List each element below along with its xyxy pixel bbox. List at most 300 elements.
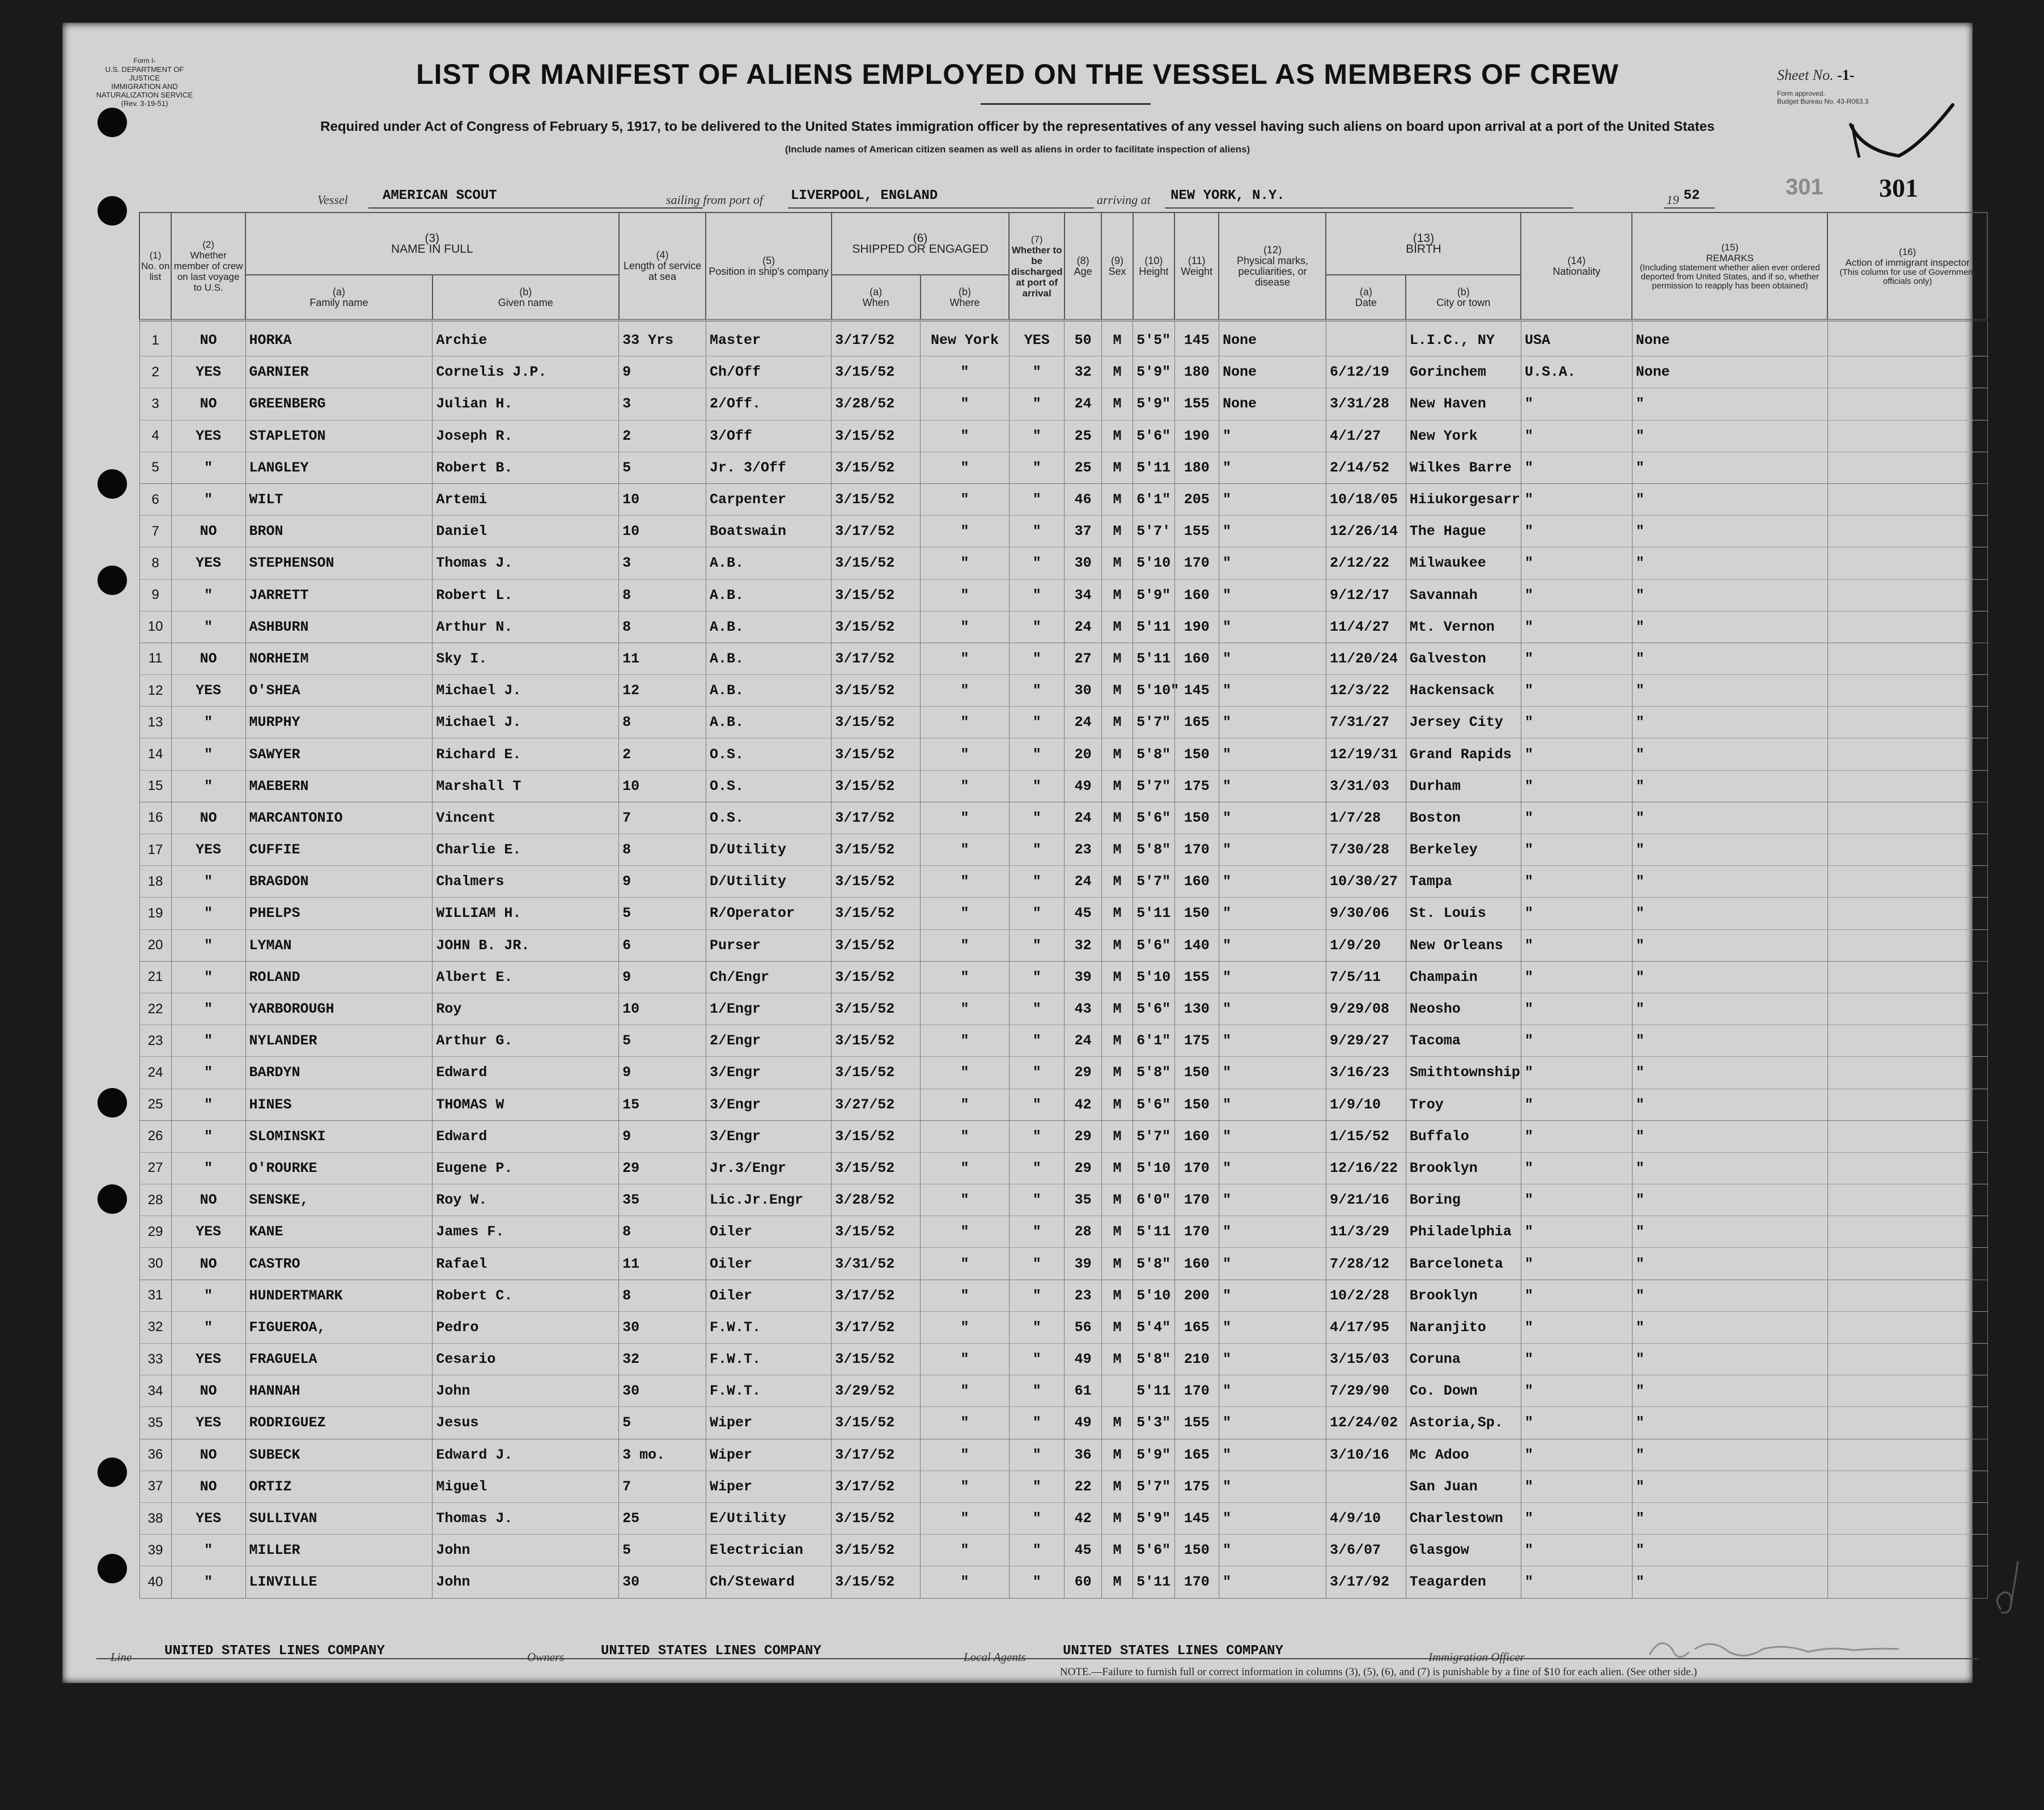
cell-birth-city: San Juan bbox=[1406, 1471, 1521, 1502]
punch-hole bbox=[97, 1088, 127, 1118]
cell-nationality: " bbox=[1521, 1120, 1632, 1152]
cell-given-name: James F. bbox=[432, 1216, 619, 1248]
cell-age: 45 bbox=[1065, 1535, 1101, 1566]
cell-position: D/Utility bbox=[706, 834, 831, 866]
cell-remarks: " bbox=[1632, 834, 1827, 866]
cell-discharged: " bbox=[1009, 929, 1065, 961]
cell-birth-date bbox=[1326, 320, 1406, 356]
cell-height: 5'10 bbox=[1133, 1280, 1174, 1311]
table-row bbox=[139, 356, 1987, 388]
cell-discharged: " bbox=[1009, 898, 1065, 929]
cell-weight: 200 bbox=[1174, 1280, 1219, 1311]
cell-position: Jr.3/Engr bbox=[706, 1152, 831, 1184]
cell-shipped-when: 3/15/52 bbox=[832, 770, 921, 802]
cell-crew-last-voyage: " bbox=[171, 452, 245, 483]
cell-shipped-when: 3/15/52 bbox=[832, 1152, 921, 1184]
line-label: Line bbox=[111, 1650, 132, 1664]
cell-discharged: " bbox=[1009, 1025, 1065, 1057]
table-row bbox=[139, 1120, 1987, 1152]
cell-given-name: Cesario bbox=[432, 1344, 619, 1375]
cell-inspector-action bbox=[1827, 993, 1987, 1025]
cell-birth-date: 4/17/95 bbox=[1326, 1311, 1406, 1343]
cell-age: 49 bbox=[1065, 1344, 1101, 1375]
header-crew-last-voyage: (2) Whether member of crew on last voyage to U.S. bbox=[171, 213, 245, 320]
cell-remarks: " bbox=[1632, 1025, 1827, 1057]
cell-family-name: KANE bbox=[245, 1216, 432, 1248]
cell-birth-date: 9/29/08 bbox=[1326, 993, 1406, 1025]
cell-shipped-when: 3/15/52 bbox=[832, 675, 921, 707]
cell-weight: 160 bbox=[1174, 579, 1219, 611]
cell-height: 5'6" bbox=[1133, 1535, 1174, 1566]
cell-birth-city: Champain bbox=[1406, 961, 1521, 993]
cell-physical-marks: " bbox=[1219, 961, 1326, 993]
cell-shipped-where: " bbox=[921, 388, 1010, 420]
cell-row-number: 37 bbox=[139, 1471, 171, 1502]
sheet-number bbox=[1777, 67, 1854, 84]
cell-family-name: FRAGUELA bbox=[245, 1344, 432, 1375]
table-row bbox=[139, 1057, 1987, 1089]
cell-length-of-service: 8 bbox=[619, 834, 706, 866]
table-row bbox=[139, 579, 1987, 611]
cell-sex: M bbox=[1101, 1025, 1133, 1057]
header-family-name: (a) Family name bbox=[245, 275, 432, 320]
cell-row-number: 5 bbox=[139, 452, 171, 483]
cell-discharged: " bbox=[1009, 738, 1065, 770]
cell-sex: M bbox=[1101, 1152, 1133, 1184]
cell-physical-marks: " bbox=[1219, 770, 1326, 802]
cell-shipped-when: 3/15/52 bbox=[832, 1344, 921, 1375]
cell-position: O.S. bbox=[706, 770, 831, 802]
cell-family-name: ORTIZ bbox=[245, 1471, 432, 1502]
cell-age: 24 bbox=[1065, 707, 1101, 738]
cell-given-name: Michael J. bbox=[432, 707, 619, 738]
cell-shipped-when: 3/15/52 bbox=[832, 579, 921, 611]
cell-nationality: " bbox=[1521, 1502, 1632, 1534]
cell-sex: M bbox=[1101, 320, 1133, 356]
cell-given-name: Julian H. bbox=[432, 388, 619, 420]
cell-nationality: " bbox=[1521, 1152, 1632, 1184]
sailing-label: sailing from port of bbox=[666, 193, 763, 207]
cell-physical-marks: " bbox=[1219, 1407, 1326, 1439]
cell-discharged: " bbox=[1009, 643, 1065, 674]
cell-row-number: 8 bbox=[139, 547, 171, 579]
page-title: LIST OR MANIFEST OF ALIENS EMPLOYED ON THE VESSEL AS MEMBERS OF CREW bbox=[416, 58, 1619, 90]
cell-birth-city: Brooklyn bbox=[1406, 1280, 1521, 1311]
cell-given-name: Arthur N. bbox=[432, 611, 619, 643]
cell-nationality: " bbox=[1521, 961, 1632, 993]
cell-family-name: MARCANTONIO bbox=[245, 802, 432, 834]
cell-row-number: 27 bbox=[139, 1152, 171, 1184]
cell-sex: M bbox=[1101, 1057, 1133, 1089]
cell-remarks: " bbox=[1632, 388, 1827, 420]
cell-length-of-service: 2 bbox=[619, 420, 706, 452]
cell-nationality: " bbox=[1521, 802, 1632, 834]
cell-physical-marks: " bbox=[1219, 993, 1326, 1025]
table-row bbox=[139, 320, 1987, 356]
cell-family-name: SAWYER bbox=[245, 738, 432, 770]
cell-inspector-action bbox=[1827, 1057, 1987, 1089]
cell-row-number: 25 bbox=[139, 1089, 171, 1120]
cell-given-name: JOHN B. JR. bbox=[432, 929, 619, 961]
cell-crew-last-voyage: NO bbox=[171, 516, 245, 547]
cell-length-of-service: 35 bbox=[619, 1184, 706, 1216]
cell-inspector-action bbox=[1827, 1120, 1987, 1152]
cell-height: 5'11 bbox=[1133, 1566, 1174, 1598]
cell-shipped-where: " bbox=[921, 643, 1010, 674]
header-when: (a) When bbox=[832, 275, 921, 320]
cell-birth-date: 1/15/52 bbox=[1326, 1120, 1406, 1152]
cell-age: 28 bbox=[1065, 1216, 1101, 1248]
cell-birth-date: 11/20/24 bbox=[1326, 643, 1406, 674]
cell-physical-marks: " bbox=[1219, 738, 1326, 770]
cell-shipped-where: New York bbox=[921, 320, 1010, 356]
cell-physical-marks: " bbox=[1219, 1216, 1326, 1248]
cell-family-name: O'ROURKE bbox=[245, 1152, 432, 1184]
cell-length-of-service: 9 bbox=[619, 1120, 706, 1152]
cell-weight: 180 bbox=[1174, 356, 1219, 388]
cell-inspector-action bbox=[1827, 320, 1987, 356]
cell-shipped-where: " bbox=[921, 1502, 1010, 1534]
cell-inspector-action bbox=[1827, 1248, 1987, 1280]
cell-age: 25 bbox=[1065, 452, 1101, 483]
cell-height: 5'10 bbox=[1133, 547, 1174, 579]
table-row bbox=[139, 802, 1987, 834]
table-row bbox=[139, 834, 1987, 866]
table-row bbox=[139, 547, 1987, 579]
cell-inspector-action bbox=[1827, 834, 1987, 866]
punch-hole bbox=[97, 1458, 127, 1487]
cell-row-number: 1 bbox=[139, 320, 171, 356]
cell-shipped-where: " bbox=[921, 1120, 1010, 1152]
cell-family-name: NYLANDER bbox=[245, 1025, 432, 1057]
cell-sex: M bbox=[1101, 770, 1133, 802]
cell-family-name: BRON bbox=[245, 516, 432, 547]
cell-length-of-service: 29 bbox=[619, 1152, 706, 1184]
cell-given-name: Michael J. bbox=[432, 675, 619, 707]
table-row bbox=[139, 1344, 1987, 1375]
cell-height: 5'7" bbox=[1133, 1471, 1174, 1502]
cell-family-name: HUNDERTMARK bbox=[245, 1280, 432, 1311]
cell-nationality: " bbox=[1521, 1089, 1632, 1120]
cell-row-number: 24 bbox=[139, 1057, 171, 1089]
cell-family-name: O'SHEA bbox=[245, 675, 432, 707]
cell-remarks: " bbox=[1632, 993, 1827, 1025]
cell-position: 3/Engr bbox=[706, 1120, 831, 1152]
cell-discharged: " bbox=[1009, 802, 1065, 834]
cell-physical-marks: " bbox=[1219, 547, 1326, 579]
cell-remarks: " bbox=[1632, 866, 1827, 898]
cell-crew-last-voyage: YES bbox=[171, 1407, 245, 1439]
cell-sex: M bbox=[1101, 1502, 1133, 1534]
cell-nationality: " bbox=[1521, 993, 1632, 1025]
cell-height: 5'8" bbox=[1133, 834, 1174, 866]
cell-nationality: " bbox=[1521, 579, 1632, 611]
cell-birth-city: New Orleans bbox=[1406, 929, 1521, 961]
cell-birth-city: Glasgow bbox=[1406, 1535, 1521, 1566]
cell-given-name: John bbox=[432, 1375, 619, 1407]
cell-discharged: " bbox=[1009, 1439, 1065, 1471]
cell-birth-date: 9/29/27 bbox=[1326, 1025, 1406, 1057]
cell-birth-city: Astoria,Sp. bbox=[1406, 1407, 1521, 1439]
cell-birth-date: 12/19/31 bbox=[1326, 738, 1406, 770]
cell-birth-date: 12/16/22 bbox=[1326, 1152, 1406, 1184]
table-row bbox=[139, 1502, 1987, 1534]
cell-weight: 150 bbox=[1174, 1057, 1219, 1089]
cell-shipped-where: " bbox=[921, 420, 1010, 452]
cell-shipped-where: " bbox=[921, 611, 1010, 643]
header-given-name: (b) Given name bbox=[432, 275, 619, 320]
cell-crew-last-voyage: " bbox=[171, 1120, 245, 1152]
table-row bbox=[139, 516, 1987, 547]
sailing-underline bbox=[788, 207, 1094, 209]
local-agents-label: Local Agents bbox=[964, 1650, 1026, 1664]
cell-crew-last-voyage: NO bbox=[171, 1471, 245, 1502]
table-row bbox=[139, 1471, 1987, 1502]
cell-family-name: SUBECK bbox=[245, 1439, 432, 1471]
cell-age: 46 bbox=[1065, 483, 1101, 515]
cell-shipped-when: 3/15/52 bbox=[832, 898, 921, 929]
cell-length-of-service: 3 bbox=[619, 388, 706, 420]
cell-family-name: MURPHY bbox=[245, 707, 432, 738]
cell-remarks: " bbox=[1632, 1566, 1827, 1598]
cell-length-of-service: 10 bbox=[619, 483, 706, 515]
cell-height: 5'10 bbox=[1133, 961, 1174, 993]
cell-given-name: Edward J. bbox=[432, 1439, 619, 1471]
cell-crew-last-voyage: " bbox=[171, 707, 245, 738]
cell-family-name: GARNIER bbox=[245, 356, 432, 388]
table-row bbox=[139, 611, 1987, 643]
cell-shipped-when: 3/17/52 bbox=[832, 1471, 921, 1502]
year-underline bbox=[1664, 207, 1715, 209]
cell-birth-city: Co. Down bbox=[1406, 1375, 1521, 1407]
cell-height: 5'6" bbox=[1133, 802, 1174, 834]
cell-shipped-when: 3/15/52 bbox=[832, 452, 921, 483]
cell-family-name: PHELPS bbox=[245, 898, 432, 929]
cell-crew-last-voyage: " bbox=[171, 579, 245, 611]
cell-given-name: Daniel bbox=[432, 516, 619, 547]
cell-height: 5'10" bbox=[1133, 675, 1174, 707]
cell-remarks: " bbox=[1632, 1152, 1827, 1184]
cell-length-of-service: 30 bbox=[619, 1566, 706, 1598]
cell-given-name: Miguel bbox=[432, 1471, 619, 1502]
table-row bbox=[139, 1152, 1987, 1184]
cell-weight: 160 bbox=[1174, 866, 1219, 898]
cell-birth-date: 1/7/28 bbox=[1326, 802, 1406, 834]
vessel-name: AMERICAN SCOUT bbox=[383, 188, 497, 203]
cell-given-name: Richard E. bbox=[432, 738, 619, 770]
table-row bbox=[139, 1280, 1987, 1311]
cell-row-number: 12 bbox=[139, 675, 171, 707]
cell-length-of-service: 32 bbox=[619, 1344, 706, 1375]
cell-crew-last-voyage: YES bbox=[171, 675, 245, 707]
cell-inspector-action bbox=[1827, 452, 1987, 483]
cell-given-name: Robert C. bbox=[432, 1280, 619, 1311]
cell-position: Boatswain bbox=[706, 516, 831, 547]
cell-weight: 170 bbox=[1174, 1375, 1219, 1407]
cell-nationality: " bbox=[1521, 1566, 1632, 1598]
cell-row-number: 31 bbox=[139, 1280, 171, 1311]
cell-shipped-when: 3/15/52 bbox=[832, 483, 921, 515]
table-row bbox=[139, 1535, 1987, 1566]
cell-inspector-action bbox=[1827, 802, 1987, 834]
cell-birth-city: Grand Rapids bbox=[1406, 738, 1521, 770]
cell-sex: M bbox=[1101, 834, 1133, 866]
cell-inspector-action bbox=[1827, 1535, 1987, 1566]
pencil-mark bbox=[1990, 1558, 2024, 1621]
table-row bbox=[139, 993, 1987, 1025]
cell-nationality: " bbox=[1521, 1216, 1632, 1248]
cell-row-number: 36 bbox=[139, 1439, 171, 1471]
cell-inspector-action bbox=[1827, 738, 1987, 770]
cell-sex: M bbox=[1101, 1344, 1133, 1375]
cell-weight: 160 bbox=[1174, 1120, 1219, 1152]
cell-given-name: Arthur G. bbox=[432, 1025, 619, 1057]
table-row bbox=[139, 738, 1987, 770]
cell-sex: M bbox=[1101, 516, 1133, 547]
header-height: (10) Height bbox=[1133, 213, 1174, 320]
cell-remarks: " bbox=[1632, 452, 1827, 483]
cell-physical-marks: " bbox=[1219, 579, 1326, 611]
cell-sex bbox=[1101, 1375, 1133, 1407]
cell-family-name: LANGLEY bbox=[245, 452, 432, 483]
cell-birth-city: Tacoma bbox=[1406, 1025, 1521, 1057]
arriving-port: NEW YORK, N.Y. bbox=[1171, 188, 1285, 203]
cell-position: Lic.Jr.Engr bbox=[706, 1184, 831, 1216]
cell-physical-marks: " bbox=[1219, 1248, 1326, 1280]
cell-age: 32 bbox=[1065, 929, 1101, 961]
cell-weight: 150 bbox=[1174, 1089, 1219, 1120]
cell-crew-last-voyage: YES bbox=[171, 547, 245, 579]
cell-crew-last-voyage: YES bbox=[171, 356, 245, 388]
cell-discharged: " bbox=[1009, 388, 1065, 420]
cell-birth-city: Troy bbox=[1406, 1089, 1521, 1120]
cell-sex: M bbox=[1101, 452, 1133, 483]
cell-physical-marks: " bbox=[1219, 834, 1326, 866]
cell-age: 30 bbox=[1065, 547, 1101, 579]
immigration-officer-label: Immigration Officer bbox=[1428, 1650, 1525, 1664]
cell-position: A.B. bbox=[706, 579, 831, 611]
cell-inspector-action bbox=[1827, 770, 1987, 802]
cell-shipped-when: 3/17/52 bbox=[832, 1311, 921, 1343]
cell-position: 1/Engr bbox=[706, 993, 831, 1025]
table-row bbox=[139, 675, 1987, 707]
cell-remarks: None bbox=[1632, 320, 1827, 356]
cell-remarks: " bbox=[1632, 611, 1827, 643]
cell-nationality: " bbox=[1521, 420, 1632, 452]
cell-sex: M bbox=[1101, 929, 1133, 961]
cell-birth-city: Jersey City bbox=[1406, 707, 1521, 738]
cell-discharged: " bbox=[1009, 770, 1065, 802]
cell-birth-date: 12/26/14 bbox=[1326, 516, 1406, 547]
cell-birth-date: 10/30/27 bbox=[1326, 866, 1406, 898]
cell-sex: M bbox=[1101, 993, 1133, 1025]
cell-physical-marks: " bbox=[1219, 1025, 1326, 1057]
cell-physical-marks: None bbox=[1219, 356, 1326, 388]
cell-height: 5'9" bbox=[1133, 388, 1174, 420]
cell-nationality: " bbox=[1521, 611, 1632, 643]
cell-family-name: HORKA bbox=[245, 320, 432, 356]
cell-birth-date: 3/17/92 bbox=[1326, 1566, 1406, 1598]
cell-sex: M bbox=[1101, 1216, 1133, 1248]
cell-nationality: " bbox=[1521, 675, 1632, 707]
cell-discharged: " bbox=[1009, 866, 1065, 898]
cell-discharged: " bbox=[1009, 356, 1065, 388]
cell-sex: M bbox=[1101, 547, 1133, 579]
cell-physical-marks: " bbox=[1219, 707, 1326, 738]
cell-shipped-when: 3/15/52 bbox=[832, 420, 921, 452]
cell-shipped-where: " bbox=[921, 1311, 1010, 1343]
cell-length-of-service: 6 bbox=[619, 929, 706, 961]
cell-physical-marks: " bbox=[1219, 483, 1326, 515]
reference-number-faint: 301 bbox=[1786, 175, 1824, 199]
cell-row-number: 30 bbox=[139, 1248, 171, 1280]
crew-manifest-table bbox=[139, 212, 1988, 1599]
cell-physical-marks: " bbox=[1219, 1439, 1326, 1471]
cell-position: A.B. bbox=[706, 675, 831, 707]
cell-physical-marks: " bbox=[1219, 611, 1326, 643]
cell-shipped-when: 3/15/52 bbox=[832, 1566, 921, 1598]
header-weight: (11) Weight bbox=[1174, 213, 1219, 320]
cell-physical-marks: " bbox=[1219, 1502, 1326, 1534]
punch-hole bbox=[97, 566, 127, 595]
cell-age: 23 bbox=[1065, 834, 1101, 866]
cell-length-of-service: 15 bbox=[619, 1089, 706, 1120]
cell-weight: 170 bbox=[1174, 834, 1219, 866]
cell-nationality: " bbox=[1521, 1439, 1632, 1471]
cell-age: 43 bbox=[1065, 993, 1101, 1025]
cell-age: 29 bbox=[1065, 1120, 1101, 1152]
table-row bbox=[139, 1248, 1987, 1280]
budget-bureau-text: Budget Bureau No. 43-R063.3 bbox=[1777, 97, 1869, 105]
cell-shipped-where: " bbox=[921, 898, 1010, 929]
cell-shipped-when: 3/17/52 bbox=[832, 516, 921, 547]
cell-birth-date: 1/9/10 bbox=[1326, 1089, 1406, 1120]
cell-physical-marks: " bbox=[1219, 1344, 1326, 1375]
cell-weight: 130 bbox=[1174, 993, 1219, 1025]
cell-remarks: " bbox=[1632, 1248, 1827, 1280]
cell-discharged: " bbox=[1009, 611, 1065, 643]
cell-crew-last-voyage: " bbox=[171, 1311, 245, 1343]
cell-inspector-action bbox=[1827, 707, 1987, 738]
cell-position: Carpenter bbox=[706, 483, 831, 515]
cell-birth-date: 3/31/28 bbox=[1326, 388, 1406, 420]
cell-crew-last-voyage: " bbox=[171, 1057, 245, 1089]
cell-shipped-where: " bbox=[921, 929, 1010, 961]
cell-sex: M bbox=[1101, 1407, 1133, 1439]
cell-row-number: 17 bbox=[139, 834, 171, 866]
cell-shipped-when: 3/29/52 bbox=[832, 1375, 921, 1407]
cell-inspector-action bbox=[1827, 483, 1987, 515]
cell-remarks: " bbox=[1632, 1216, 1827, 1248]
cell-given-name: Vincent bbox=[432, 802, 619, 834]
cell-shipped-when: 3/15/52 bbox=[832, 961, 921, 993]
cell-family-name: WILT bbox=[245, 483, 432, 515]
cell-crew-last-voyage: NO bbox=[171, 1184, 245, 1216]
table-header bbox=[139, 213, 1987, 320]
cell-crew-last-voyage: " bbox=[171, 898, 245, 929]
cell-length-of-service: 33 Yrs bbox=[619, 320, 706, 356]
cell-age: 30 bbox=[1065, 675, 1101, 707]
cell-discharged: " bbox=[1009, 707, 1065, 738]
cell-row-number: 4 bbox=[139, 420, 171, 452]
cell-physical-marks: " bbox=[1219, 1184, 1326, 1216]
cell-position: O.S. bbox=[706, 738, 831, 770]
cell-nationality: " bbox=[1521, 1471, 1632, 1502]
cell-shipped-where: " bbox=[921, 579, 1010, 611]
cell-height: 5'6" bbox=[1133, 993, 1174, 1025]
cell-weight: 150 bbox=[1174, 738, 1219, 770]
cell-shipped-where: " bbox=[921, 961, 1010, 993]
